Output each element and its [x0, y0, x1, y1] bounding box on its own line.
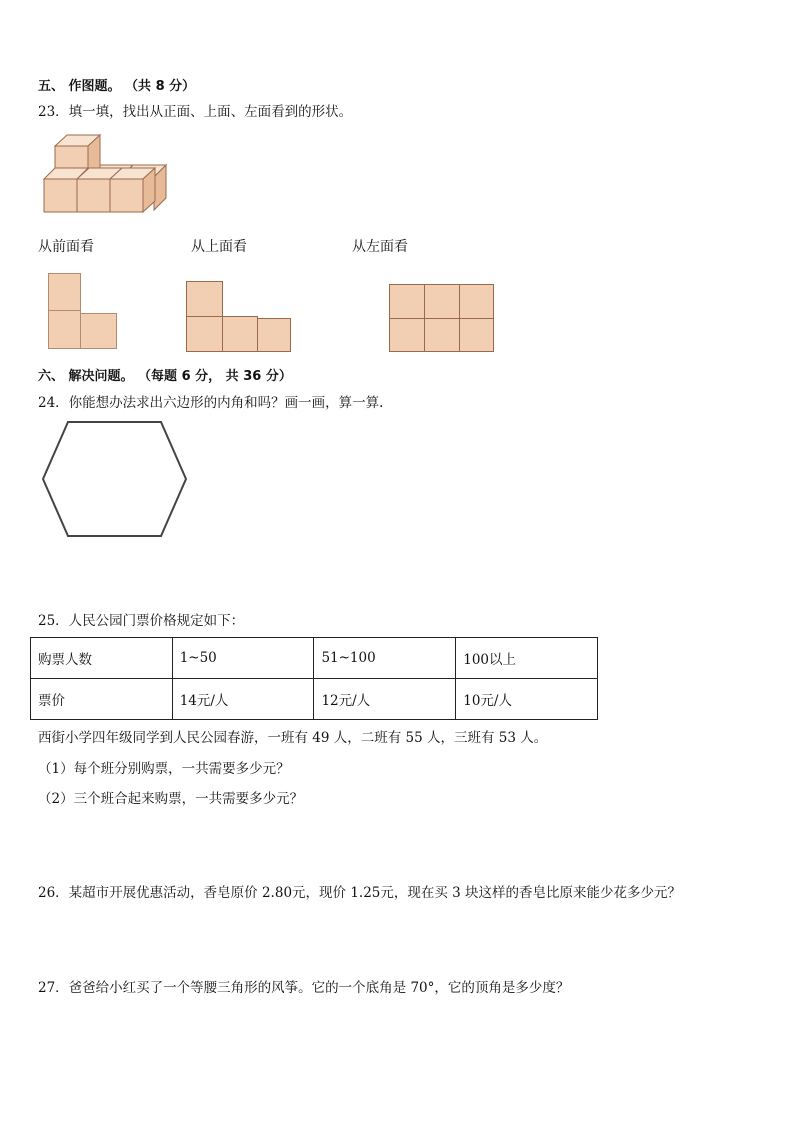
- table-cell: 购票人数: [31, 638, 173, 679]
- table-cell: 10元/人: [456, 679, 598, 720]
- left-view-square-4: [390, 319, 425, 352]
- table-cell: 100以上: [456, 638, 598, 679]
- section-6-title: 六、 解决问题。 （每题 6 分， 共 36 分）: [38, 369, 292, 384]
- table-cell: 1~50: [172, 638, 314, 679]
- cube-front-2: [77, 179, 110, 212]
- front-view-square-2: [49, 311, 81, 349]
- left-view-square-6: [460, 319, 494, 352]
- cube-front-1: [44, 179, 77, 212]
- table-cell: 14元/人: [172, 679, 314, 720]
- table-cell: 票价: [31, 679, 173, 720]
- top-view-square-3: [223, 317, 258, 352]
- top-view-square-2: [187, 317, 223, 352]
- front-view-shape: [48, 273, 120, 351]
- question-25-description: 西街小学四年级同学到人民公园春游，一班有 49 人，二班有 55 人，三班有 53 人。: [38, 730, 548, 746]
- left-view-square-3: [460, 285, 494, 319]
- table-cell: 12元/人: [314, 679, 456, 720]
- question-27-text: 27．爸爸给小红买了一个等腰三角形的风筝。它的一个底角是 70°，它的顶角是多少度？: [38, 980, 570, 996]
- left-view-square-5: [425, 319, 460, 352]
- section-5-title: 五、 作图题。 （共 8 分）: [38, 79, 196, 94]
- cube-front-3: [110, 179, 143, 212]
- top-view-square-4: [258, 319, 291, 352]
- hexagon-shape: [43, 422, 186, 536]
- top-view-label: 从上面看: [191, 239, 247, 255]
- cube-stack-figure: [43, 134, 173, 224]
- table-row: [31, 679, 598, 720]
- question-25-sub-1: （1）每个班分别购票，一共需要多少元？: [38, 761, 290, 777]
- left-view-square-1: [390, 285, 425, 319]
- top-view-square-1: [187, 282, 223, 317]
- front-view-label: 从前面看: [38, 239, 94, 255]
- question-23-text: 23．填一填，找出从正面、上面、左面看到的形状。: [38, 104, 353, 120]
- left-view-shape: [389, 284, 497, 354]
- question-24-text: 24．你能想办法求出六边形的内角和吗？画一画，算一算.: [38, 395, 384, 411]
- question-25-text: 25．人民公园门票价格规定如下：: [38, 613, 245, 629]
- question-25-sub-2: （2）三个班合起来购票，一共需要多少元？: [38, 791, 304, 807]
- top-view-shape: [186, 281, 296, 353]
- ticket-price-table: [30, 637, 598, 720]
- question-26-text: 26．某超市开展优惠活动，香皂原价 2.80元，现价 1.25元，现在买 3 块这样的香皂比原来能少花多少元？: [38, 885, 682, 901]
- front-view-square-3: [81, 314, 117, 349]
- front-view-square-1: [49, 274, 81, 311]
- table-row: [31, 638, 598, 679]
- table-cell: 51~100: [314, 638, 456, 679]
- left-view-label: 从左面看: [352, 239, 408, 255]
- left-view-square-2: [425, 285, 460, 319]
- hexagon-figure: [42, 421, 192, 539]
